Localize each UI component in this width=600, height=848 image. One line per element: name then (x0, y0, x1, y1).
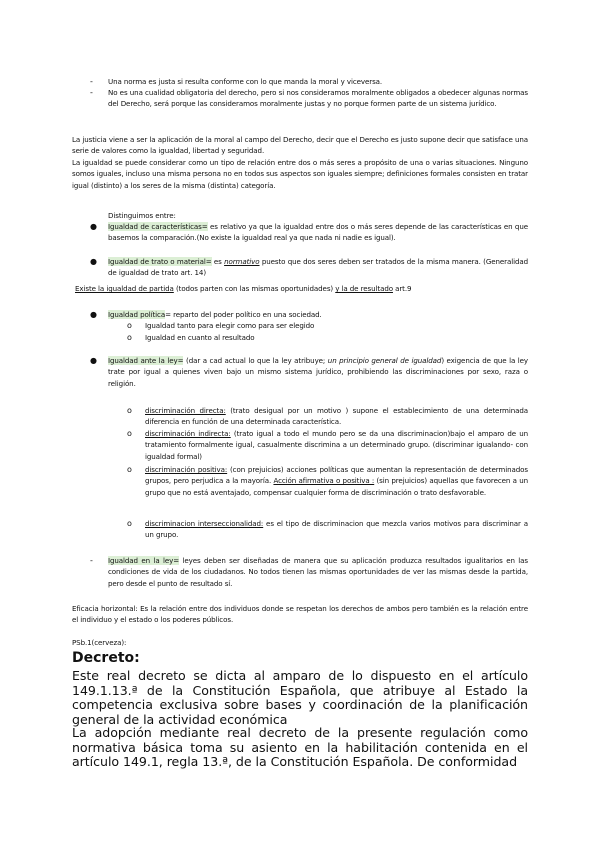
circle-marker: o (127, 429, 132, 438)
decreto-paragraph-2: La adopción mediante real decreto de la presente regulación como normativa básica toma su asiento en la habilitación contenida en el artículo 149.1, regla 13.ª, de la Constitución Española. De conformidad (72, 725, 528, 770)
definition-text: (trato igual a todo el mundo pero se da una discriminacion)bajo el amparo de un tratamiento formalmente igual, casualmente discrimina a un determinado grupo. (discriminar igualando- con igualdad formal) (145, 429, 528, 461)
paragraph-eficacia: Eficacia horizontal: Es la relación entre dos individuos donde se respetan los derechos de ambos pero también es la relación entre el individuo y el estado o los poderes públicos. (72, 604, 528, 625)
term-disc-positiva: discriminación positiva: (145, 465, 228, 474)
item-igualdad-ante-ley (108, 355, 528, 389)
term-igualdad-ante-ley: Igualdad ante la ley= (108, 356, 184, 365)
dash-marker: - (90, 77, 93, 86)
bullet-marker: ● (90, 222, 97, 231)
disc-directa (145, 405, 528, 428)
emphasis-principio: un principio general de igualdad (327, 356, 442, 365)
term-disc-interseccional: discriminacion interseccionalidad: (145, 519, 264, 528)
term-igualdad-en-ley: Igualdad en la ley= (108, 556, 180, 565)
paragraph-justicia: La justicia viene a ser la aplicación de la moral al campo del Derecho, decir que el Derecho es justo supone decir que satisface una serie de valores como la igualdad, libertad y seguridad. (72, 135, 528, 156)
circle-marker: o (127, 333, 132, 342)
psb-label: PSb.1(cerveza): (72, 638, 127, 647)
bullet-marker: ● (90, 356, 97, 365)
definition-text: (trato desigual por un motivo ) supone el establecimiento de una determinada diferencia en función de una determinada característica. (145, 406, 528, 427)
bullet-marker: ● (90, 310, 97, 319)
plain-text: (todos parten con las mismas oportunidades) (173, 284, 336, 293)
item-igualdad-trato (108, 256, 528, 279)
subitem-resultado: Igualdad en cuanto al resultado (145, 333, 255, 342)
decreto-heading: Decreto: (72, 650, 140, 666)
definition-text: ) exigencia de que la ley trate por igual a quienes viven bajo un mismo sistema jurídico, prohibiendo las discriminaciones por sexo, raza o religión. (108, 356, 528, 388)
emphasis-normativo: normativo (224, 257, 260, 266)
decreto-paragraph-1: Este real decreto se dicta al amparo de lo dispuesto en el artículo 149.1.13.ª de la Constitución Española, que atribuye al Estado la competencia exclusiva sobre bases y coordinación de la planificación general de la actividad económica (72, 668, 528, 727)
underlined-phrase: y la de resultado (335, 284, 393, 293)
item-igualdad-en-ley (108, 555, 528, 589)
intro-bullet-2: No es una cualidad obligatoria del derecho, pero si nos consideramos moralmente obligados a obedecer algunas normas del Derecho, será porque las consideramos moralmente justas y no porque formen parte de un sistema jurídico. (108, 88, 528, 109)
item-igualdad-politica (108, 309, 528, 320)
definition-text: (con prejuicios) acciones políticas que aumentan la representación de determinados grupos, pero perjudica a la mayoría. (145, 465, 528, 486)
term-accion-afirmativa: Acción afirmativa o positiva : (273, 476, 375, 486)
intro-bullet-1: Una norma es justa si resulta conforme con lo que manda la moral y viceversa. (108, 77, 383, 86)
bullet-marker: ● (90, 257, 97, 266)
circle-marker: o (127, 321, 132, 330)
definition-text: es relativo ya que la igualdad entre dos o más seres depende de las características en que basemos la comparación.(No existe la igualdad real ya que nada ni nadie es igual). (108, 222, 528, 243)
dash-marker: - (90, 556, 93, 565)
term-igualdad-caracteristicas: Igualdad de características= (108, 222, 208, 231)
term-igualdad-trato: Igualdad de trato o material= (108, 257, 212, 266)
paragraph-igualdad: La igualdad se puede considerar como un tipo de relación entre dos o más seres a propósito de una o varias situaciones. Ninguno somos iguales, incluso una misma persona no en todos sus aspectos son iguales siempre; definiciones formales consisten en tratar igual (distinto) a los seres de la misma (distinta) categoría. (72, 158, 528, 190)
definition-text: es (211, 257, 225, 266)
disc-indirecta (145, 428, 528, 462)
definition-text: es el tipo de discriminacion que mezcla varios motivos para discriminar a un grupo. (145, 519, 528, 540)
definition-text: (sin prejuicios) aquellas que favorecen a un grupo que no está aventajado, compensar cualquier forma de discriminación o trato desfavorable. (145, 476, 528, 497)
distinguimos-label: Distinguimos entre: (108, 211, 176, 220)
circle-marker: o (127, 465, 132, 474)
circle-marker: o (127, 519, 132, 528)
definition-text: = reparto del poder político en una sociedad. (165, 310, 322, 319)
term-igualdad-politica: Igualdad política (108, 310, 166, 319)
disc-interseccional (145, 518, 528, 541)
existe-igualdad-line (75, 283, 530, 294)
plain-text: art.9 (392, 284, 412, 293)
definition-text: puesto que dos seres deben ser tratados de la misma manera. (Generalidad de igualdad de trato art. 14) (108, 257, 529, 278)
dash-marker: - (90, 88, 93, 97)
underlined-phrase: Existe la igualdad de partida (75, 284, 174, 293)
definition-text: leyes deben ser diseñadas de manera que su aplicación produzca resultados igualitarios en las condiciones de vida de los ciudadanos. No todos tienen las mismas oportunidades de ver las mismas desde la partida, pero desde el punto de resultado sí. (108, 556, 528, 588)
definition-text: (dar a cad actual lo que la ley atribuye; (183, 356, 328, 365)
subitem-elegir: Igualdad tanto para elegir como para ser elegido (145, 321, 315, 330)
item-igualdad-caracteristicas (108, 221, 528, 244)
term-disc-directa: discriminación directa: (145, 406, 226, 415)
term-disc-indirecta: discriminación indirecta: (145, 429, 231, 438)
circle-marker: o (127, 406, 132, 415)
disc-positiva (145, 464, 528, 498)
